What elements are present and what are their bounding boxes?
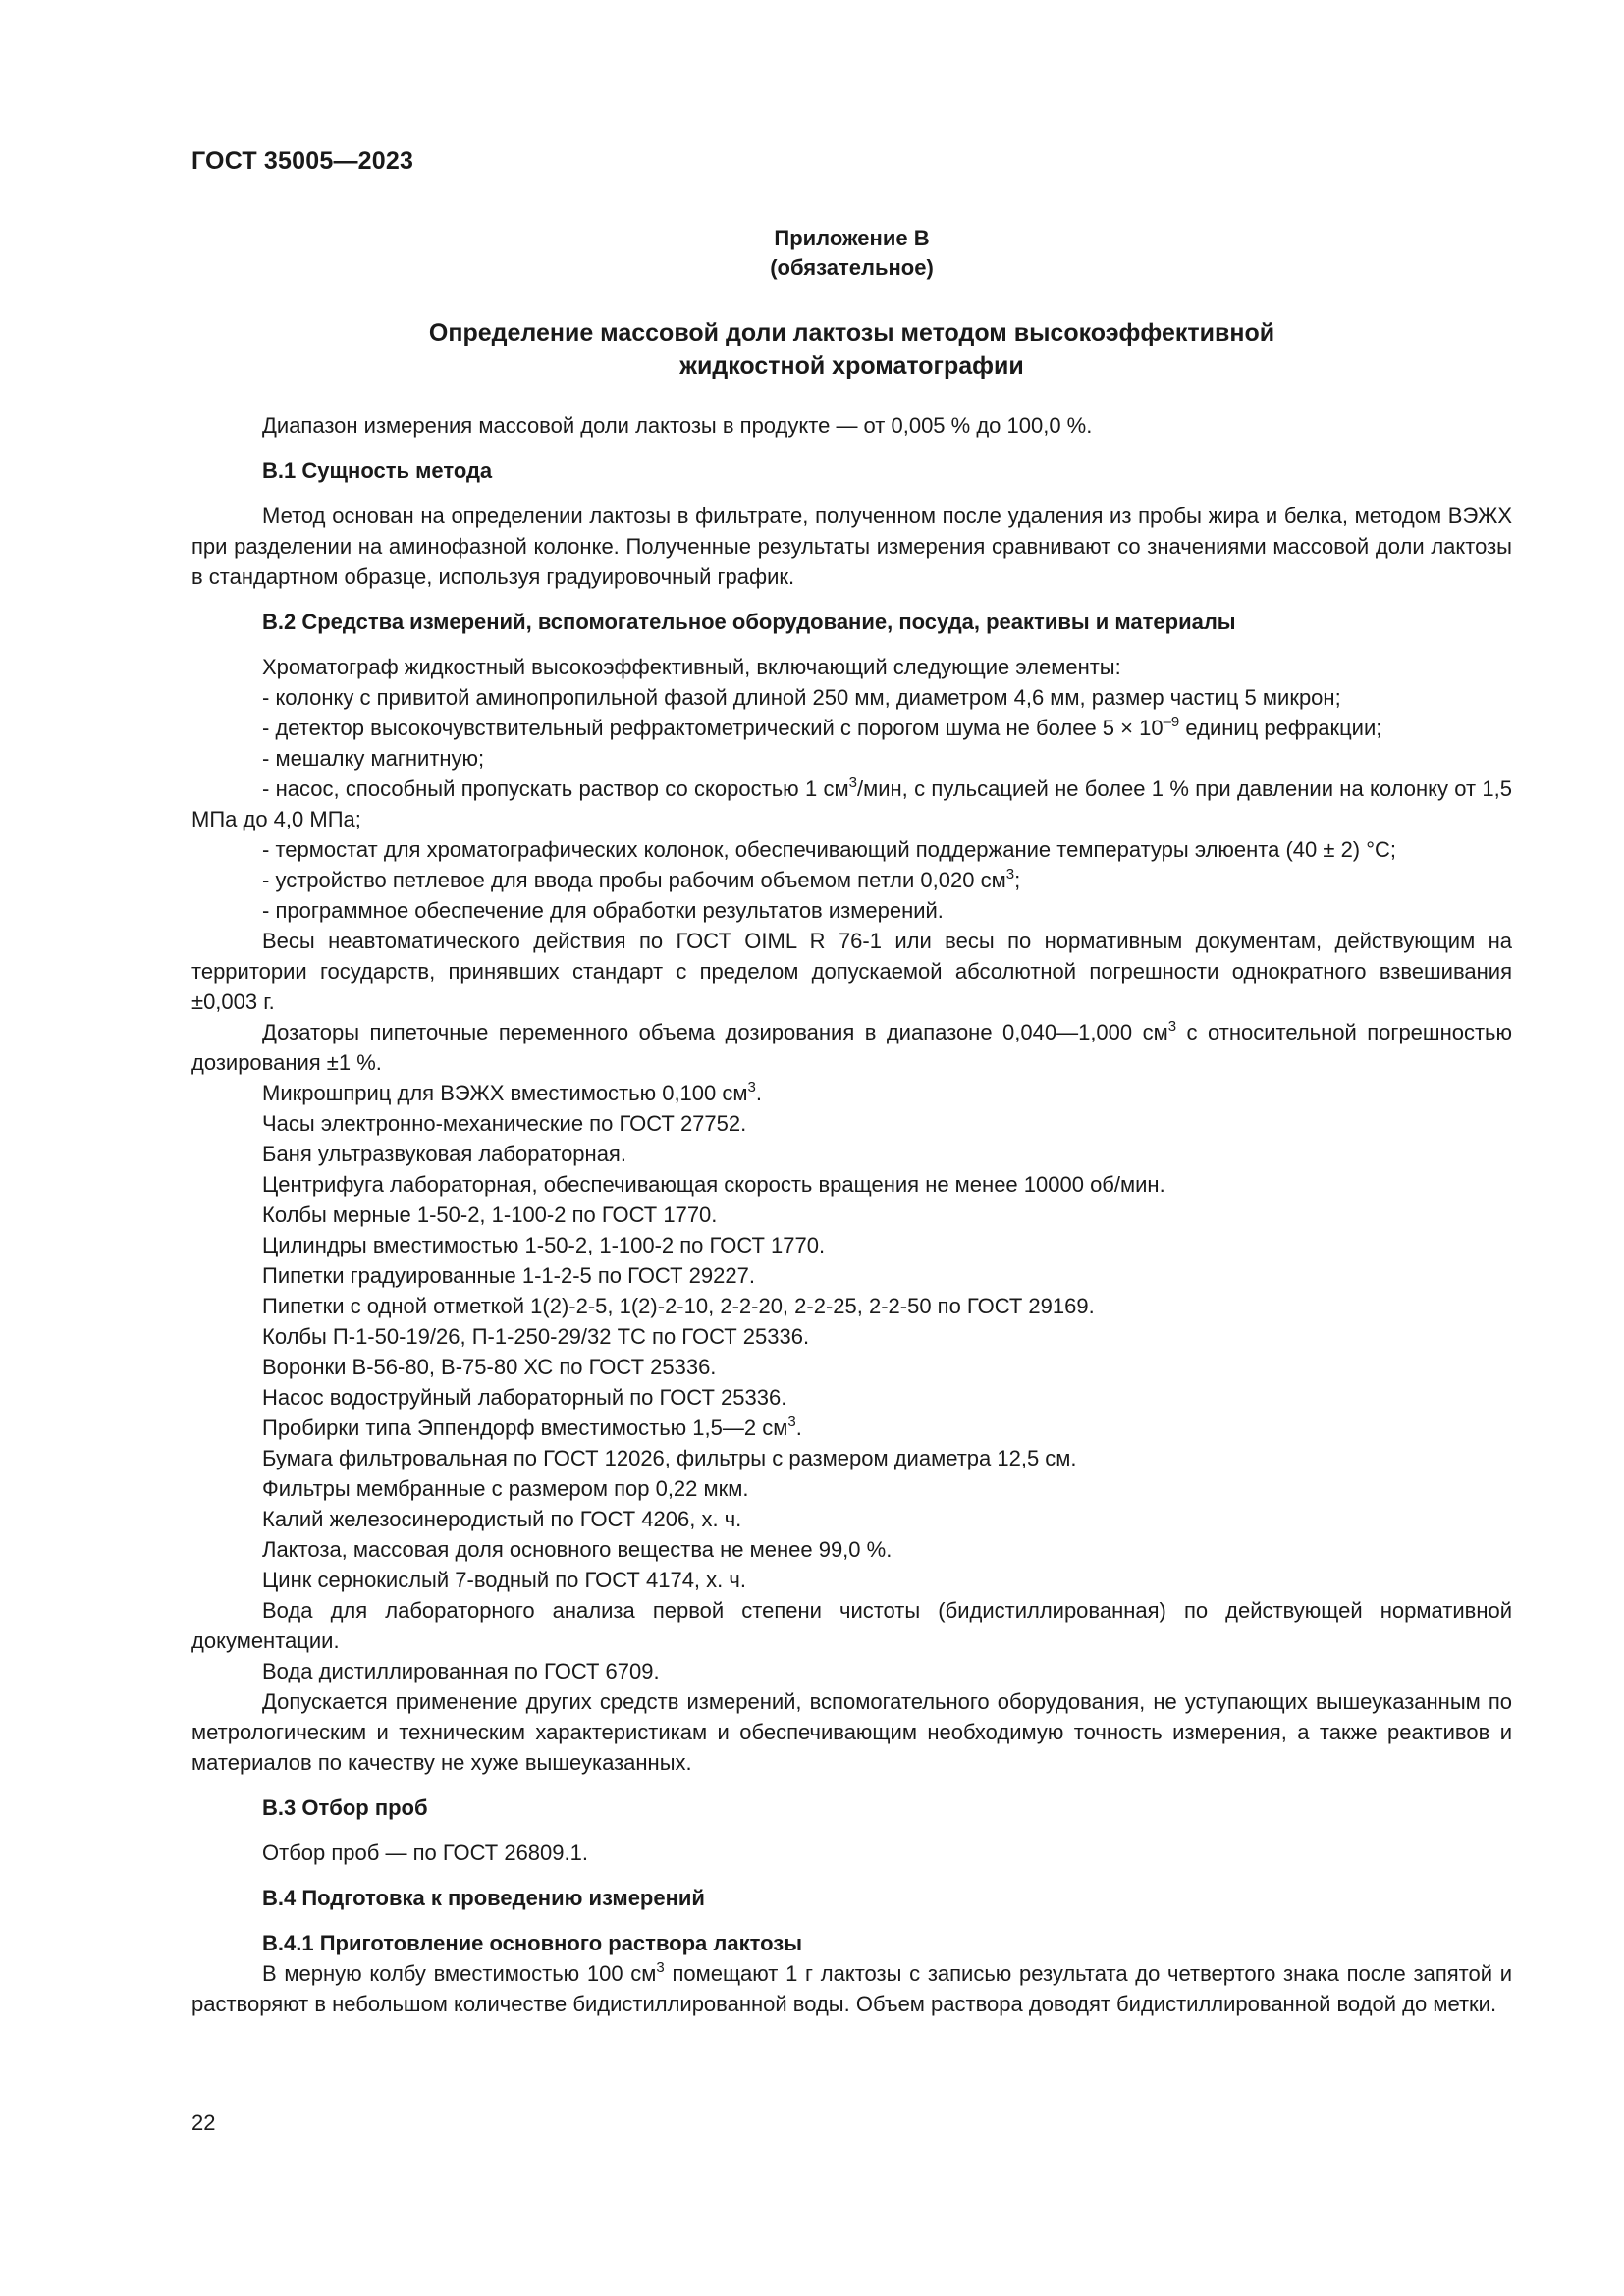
detector-text-end: единиц рефракции; — [1179, 716, 1382, 740]
equipment-flasks-p: Колбы П-1-50-19/26, П-1-250-29/32 ТС по ГОСТ 25336. — [262, 1324, 810, 1349]
reagent-water-lab: Вода для лабораторного анализа первой степени чистоты (бидистиллированная) по действующей нормативной документации. — [191, 1598, 1512, 1653]
detector-exponent: –9 — [1163, 714, 1180, 730]
reagent-potassium: Калий железосинеродистый по ГОСТ 4206, х. ч. — [262, 1507, 742, 1531]
annex-status: (обязательное) — [770, 255, 934, 280]
pump-exponent: 3 — [848, 774, 857, 791]
equipment-flasks-volumetric: Колбы мерные 1-50-2, 1-100-2 по ГОСТ 1770. — [262, 1202, 718, 1227]
syringe-text-end: . — [755, 1081, 762, 1105]
b41-text: В мерную колбу вместимостью 100 см — [262, 1961, 657, 1986]
document-body — [191, 410, 1512, 2019]
pump-text-end: /мин, с пульсацией не более 1 % при давлении на колонку от 1,5 МПа до 4,0 МПа; — [191, 776, 1512, 831]
measurement-range: Диапазон измерения массовой доли лактозы в продукте — от 0,005 % до 100,0 %. — [262, 413, 1093, 438]
detector-text: - детектор высокочувствительный рефрактометрический с порогом шума не более 5 × 10 — [262, 716, 1164, 740]
annex-heading-line-1: Определение массовой доли лактозы методом высокоэффективной — [428, 319, 1275, 347]
material-filter-paper: Бумага фильтровальная по ГОСТ 12026, фильтры с размером диаметра 12,5 см. — [262, 1446, 1077, 1470]
equipment-tubes — [191, 1413, 1512, 1443]
annex-title: Приложение В — [774, 226, 930, 250]
injector-text-end: ; — [1014, 868, 1021, 892]
page-number: 22 — [191, 2110, 216, 2135]
list-item-injector — [191, 865, 1512, 895]
section-b1-text: Метод основан на определении лактозы в фильтрате, полученном после удаления из пробы жира и белка, методом ВЭЖХ при разделении на аминофазной колонке. Полученные результаты измерения сравнивают со значениями массовой доли лактозы в стандартном образце, используя градуировочный график. — [191, 504, 1512, 589]
equipment-water-pump: Насос водоструйный лабораторный по ГОСТ 25336. — [262, 1385, 787, 1410]
equipment-bath: Баня ультразвуковая лабораторная. — [262, 1142, 626, 1166]
b41-exponent: 3 — [656, 1959, 665, 1976]
pump-text: - насос, способный пропускать раствор со скоростью 1 см — [262, 776, 849, 801]
equipment-pipettes-graduated: Пипетки градуированные 1-1-2-5 по ГОСТ 29227. — [262, 1263, 755, 1288]
section-b2-heading: В.2 Средства измерений, вспомогательное оборудование, посуда, реактивы и материалы — [262, 610, 1236, 634]
chromatograph-item: Хроматограф жидкостный высокоэффективный, включающий следующие элементы: — [262, 655, 1121, 679]
equipment-clock: Часы электронно-механические по ГОСТ 27752. — [262, 1111, 747, 1136]
dosers-text: Дозаторы пипеточные переменного объема дозирования в диапазоне 0,040—1,000 см — [262, 1020, 1168, 1044]
dosers-exponent: 3 — [1167, 1018, 1177, 1035]
b41-text-end: помещают 1 г лактозы с записью результата до четвертого знака после запятой и растворяют в небольшом количестве бидистиллированной воды. Объем раствора доводят бидистиллированной водой до метки. — [191, 1961, 1512, 2016]
tubes-text-end: . — [795, 1415, 802, 1440]
tubes-exponent: 3 — [787, 1414, 796, 1430]
equipment-centrifuge: Центрифуга лабораторная, обеспечивающая скорость вращения не менее 10000 об/мин. — [262, 1172, 1165, 1197]
annex-heading-line-2: жидкостной хроматографии — [679, 352, 1024, 380]
section-b41-heading: В.4.1 Приготовление основного раствора лактозы — [262, 1931, 802, 1955]
injector-exponent: 3 — [1005, 866, 1015, 882]
document-code: ГОСТ 35005—2023 — [191, 147, 414, 175]
section-b1-heading: В.1 Сущность метода — [262, 458, 493, 483]
tubes-text: Пробирки типа Эппендорф вместимостью 1,5—2 см — [262, 1415, 788, 1440]
list-item-detector — [191, 713, 1512, 743]
section-b41-text — [191, 1958, 1512, 2019]
list-item-stirrer: - мешалку магнитную; — [262, 746, 485, 771]
list-item-thermostat: - термостат для хроматографических колонок, обеспечивающий поддержание температуры элюента (40 ± 2) °С; — [262, 837, 1397, 862]
list-item-pump — [191, 774, 1512, 834]
syringe-text: Микрошприц для ВЭЖХ вместимостью 0,100 см — [262, 1081, 748, 1105]
equipment-scales: Весы неавтоматического действия по ГОСТ OIML R 76-1 или весы по нормативным документам, действующим на территории государств, принявших стандарт с пределом допускаемой абсолютной погрешности однократного взвешивания ±0,003 г. — [191, 929, 1512, 1014]
section-b4-heading: В.4 Подготовка к проведению измерений — [262, 1886, 705, 1910]
section-b3-heading: В.3 Отбор проб — [262, 1795, 428, 1820]
syringe-exponent: 3 — [747, 1079, 756, 1095]
reagent-lactose: Лактоза, массовая доля основного вещества не менее 99,0 %. — [262, 1537, 893, 1562]
injector-text: - устройство петлевое для ввода пробы рабочим объемом петли 0,020 см — [262, 868, 1006, 892]
equipment-dosers — [191, 1017, 1512, 1078]
material-membrane-filters: Фильтры мембранные с размером пор 0,22 мкм. — [262, 1476, 749, 1501]
equipment-pipettes-mark: Пипетки с одной отметкой 1(2)-2-5, 1(2)-2-10, 2-2-20, 2-2-25, 2-2-50 по ГОСТ 29169. — [262, 1294, 1095, 1318]
reagent-water-distilled: Вода дистиллированная по ГОСТ 6709. — [262, 1659, 660, 1683]
list-item-column: - колонку с привитой аминопропильной фазой длиной 250 мм, диаметром 4,6 мм, размер частиц 5 микрон; — [262, 685, 1341, 710]
annex-heading — [191, 316, 1512, 383]
dosers-text-end: с относительной погрешностью дозирования ±1 %. — [191, 1020, 1512, 1075]
equipment-syringe — [191, 1078, 1512, 1108]
list-item-software: - программное обеспечение для обработки результатов измерений. — [262, 898, 944, 923]
section-b3-text: Отбор проб — по ГОСТ 26809.1. — [262, 1841, 588, 1865]
equipment-cylinders: Цилиндры вместимостью 1-50-2, 1-100-2 по ГОСТ 1770. — [262, 1233, 826, 1257]
reagent-zinc: Цинк сернокислый 7-водный по ГОСТ 4174, х. ч. — [262, 1568, 746, 1592]
equipment-funnels: Воронки В-56-80, В-75-80 ХС по ГОСТ 25336. — [262, 1355, 717, 1379]
alternatives-note: Допускается применение других средств измерений, вспомогательного оборудования, не уступающих вышеуказанным по метрологическим и техническим характеристикам и обеспечивающим необходимую точность измерения, а также реактивов и материалов по качеству не хуже вышеуказанных. — [191, 1689, 1512, 1775]
